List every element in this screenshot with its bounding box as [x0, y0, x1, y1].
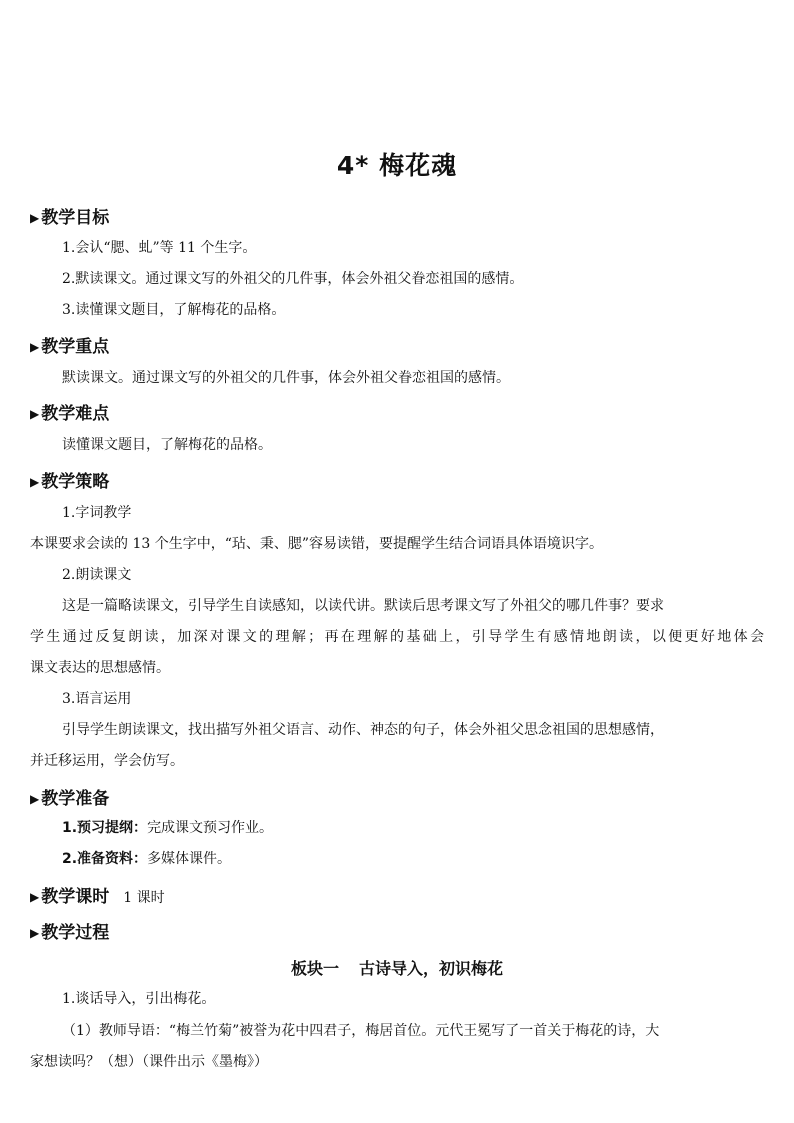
triangle-bullet-icon: ▶ [30, 340, 40, 354]
strategy-3-line-2: 并迁移运用，学会仿写。 [30, 753, 184, 769]
section-heading-process: ▶ 教学过程 [30, 923, 110, 943]
hours-value: 1 课时 [123, 890, 165, 906]
section-heading-strategy: ▶ 教学策略 [30, 472, 110, 492]
key-text: 默读课文。通过课文写的外祖父的几件事，体会外祖父眷恋祖国的感情。 [62, 370, 510, 386]
lesson-title: 4* 梅花魂 [336, 151, 458, 180]
strategy-1-text: 本课要求会读的 13 个生字中，“玷、秉、腮”容易读错，要提醒学生结合词语具体语境识字。 [30, 536, 604, 552]
block-heading: 板块一 古诗导入，初识梅花 [290, 959, 504, 978]
triangle-bullet-icon: ▶ [30, 211, 40, 225]
prep-item-1: 1.预习提纲：完成课文预习作业。 [62, 820, 274, 836]
process-item-1: 1.谈话导入，引出梅花。 [62, 991, 216, 1007]
section-heading-hours: ▶ 教学课时 1 课时 [30, 887, 165, 907]
strategy-3-title: 3.语言运用 [62, 691, 132, 707]
section-heading-difficulty: ▶ 教学难点 [30, 404, 110, 424]
goal-item-2: 2.默读课文。通过课文写的外祖父的几件事，体会外祖父眷恋祖国的感情。 [62, 271, 524, 287]
strategy-2-line-3: 课文表达的思想感情。 [30, 660, 170, 676]
section-heading-prep: ▶ 教学准备 [30, 789, 110, 809]
process-item-2-line-2: 家想读吗？（想）（课件出示《墨梅》） [30, 1054, 268, 1070]
strategy-3-line-1: 引导学生朗读课文，找出描写外祖父语言、动作、神态的句子，体会外祖父思念祖国的思想感情， [62, 722, 664, 738]
strategy-2-line-2: 学生通过反复朗读，加深对课文的理解；再在理解的基础上，引导学生有感情地朗读，以便更好地体会 [30, 629, 764, 645]
triangle-bullet-icon: ▶ [30, 475, 40, 489]
difficulty-text: 读懂课文题目，了解梅花的品格。 [62, 437, 272, 453]
strategy-2-line-1: 这是一篇略读课文，引导学生自读感知，以读代讲。默读后思考课文写了外祖父的哪几件事？要求 [62, 598, 664, 614]
section-heading-key: ▶ 教学重点 [30, 337, 110, 357]
triangle-bullet-icon: ▶ [30, 407, 40, 421]
triangle-bullet-icon: ▶ [30, 792, 40, 806]
process-item-2-line-1: （1）教师导语：“梅兰竹菊”被誉为花中四君子，梅居首位。元代王冕写了一首关于梅花的诗，大 [62, 1023, 660, 1039]
triangle-bullet-icon: ▶ [30, 926, 40, 940]
prep-item-2: 2.准备资料：多媒体课件。 [62, 851, 232, 867]
strategy-1-title: 1.字词教学 [62, 505, 132, 521]
section-heading-goals: ▶ 教学目标 [30, 208, 110, 228]
strategy-2-title: 2.朗读课文 [62, 567, 132, 583]
goal-item-1: 1.会认“腮、虬”等 11 个生字。 [62, 240, 257, 256]
goal-item-3: 3.读懂课文题目，了解梅花的品格。 [62, 302, 286, 318]
triangle-bullet-icon: ▶ [30, 890, 40, 904]
